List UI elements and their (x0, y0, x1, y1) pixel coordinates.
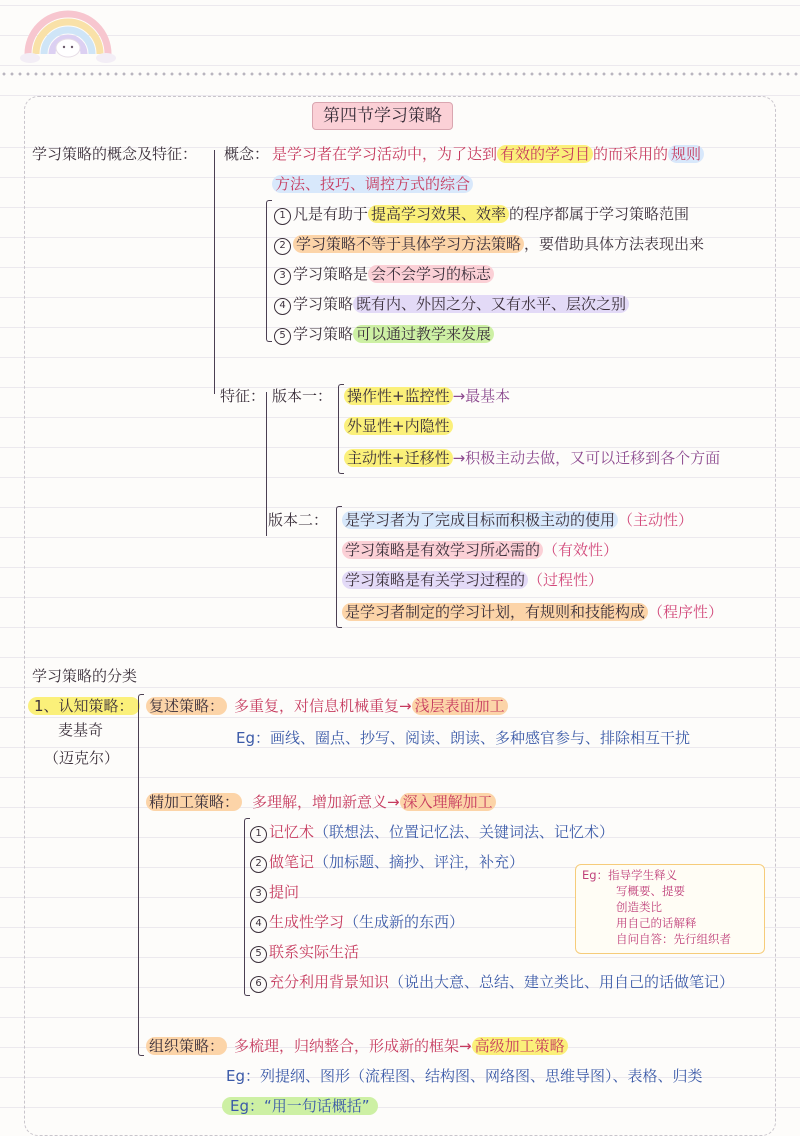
version1-item-3: 主动性+迁移性 →积极主动去做，又可以迁移到各个方面 (344, 446, 720, 470)
section1-main-line (214, 150, 215, 394)
concept-point-5: 5 学习策略 可以通过教学来发展 (274, 322, 494, 346)
page-title: 第四节学习策略 (312, 102, 453, 130)
elaboration-item-3: 3 提问 (250, 880, 299, 904)
concept-line-2: 方法、技巧、调控方式的综合 (272, 172, 473, 196)
rehearsal-examples: Eg：画线、圈点、抄写、阅读、朗读、多种感官参与、排除相互干扰 (236, 729, 691, 747)
note-line-5: 自问自答：先行组织者 (616, 932, 731, 946)
section1-heading: 学习策略的概念及特征： (32, 145, 198, 163)
rainbow-cloud-icon (18, 4, 118, 64)
version2-item-2: 学习策略是有效学习所必需的 （有效性） (342, 538, 618, 562)
elaboration-desc: 多理解，增加新意义→ 深入理解加工 (252, 790, 496, 814)
organization-label: 组织策略： (146, 1034, 227, 1058)
version2-label: 版本二： (268, 511, 329, 529)
example-note-box (575, 864, 765, 954)
version2-item-1: 是学习者为了完成目标而积极主动的使用 （主动性） (342, 508, 693, 532)
elaboration-item-2: 2 做笔记（加标题、摘抄、评注，补充） (250, 850, 524, 874)
rehearsal-label: 复述策略： (146, 694, 227, 718)
cognitive-author: 麦基奇 (58, 721, 104, 739)
cognitive-strategy-label: 1、认知策略： (28, 694, 140, 718)
version1-item-2: 外显性+内隐性 (344, 414, 453, 438)
concept-point-3: 3 学习策略是 会不会学习的标志 (274, 262, 494, 286)
concept-point-2: 2 学习策略不等于具体学习方法策略 ，要借助具体方法表现出来 (274, 232, 704, 256)
note-line-1: Eg：指导学生释义 (582, 868, 678, 882)
cognitive-author-alt: （迈克尔） (44, 749, 120, 767)
concept-point-1: 1 凡是有助于 提高学习效果、效率 的程序都属于学习策略范围 (274, 202, 689, 226)
version1-item-1: 操作性+监控性 →最基本 (344, 384, 510, 408)
rehearsal-desc: 多重复，对信息机械重复→ 浅层表面加工 (234, 694, 508, 718)
elaboration-item-1: 1 记忆术（联想法、位置记忆法、关键词法、记忆术） (250, 820, 614, 844)
elaboration-label: 精加工策略： (146, 790, 242, 814)
elaboration-item-6: 6 充分利用背景知识（说出大意、总结、建立类比、用自己的话做笔记） (250, 970, 734, 994)
version2-item-3: 学习策略是有关学习过程的 （过程性） (342, 568, 603, 592)
concept-points-bracket (266, 200, 272, 342)
section2-heading: 学习策略的分类 (32, 667, 138, 685)
elaboration-item-5: 5 联系实际生活 (250, 940, 359, 964)
note-line-2: 写概要、提要 (616, 884, 685, 898)
feature-label: 特征： (220, 387, 266, 405)
concept-line-1: 是学习者在学习活动中，为了达到 有效的学习目 的而采用的 规则 (272, 142, 704, 166)
concept-point-4: 4 学习策略 既有内、外因之分、又有水平、层次之别 (274, 292, 629, 316)
elaboration-item-4: 4 生成性学习（生成新的东西） (250, 910, 464, 934)
note-line-4: 用自己的话解释 (616, 916, 697, 930)
dotted-divider (0, 72, 800, 76)
organization-examples: Eg：列提纲、图形（流程图、结构图、网络图、思维导图）、表格、归类 (226, 1067, 703, 1085)
feature-line (266, 392, 267, 536)
organization-example-quote: Eg：“用一句话概括” (222, 1094, 378, 1118)
note-line-3: 创造类比 (616, 900, 662, 914)
cognitive-bracket (138, 694, 144, 1056)
organization-desc: 多梳理，归纳整合，形成新的框架→ 高级加工策略 (234, 1034, 568, 1058)
version1-label: 版本一： (272, 387, 333, 405)
concept-label: 概念： (224, 145, 270, 163)
version2-item-4: 是学习者制定的学习计划，有规则和技能构成 （程序性） (342, 600, 723, 624)
